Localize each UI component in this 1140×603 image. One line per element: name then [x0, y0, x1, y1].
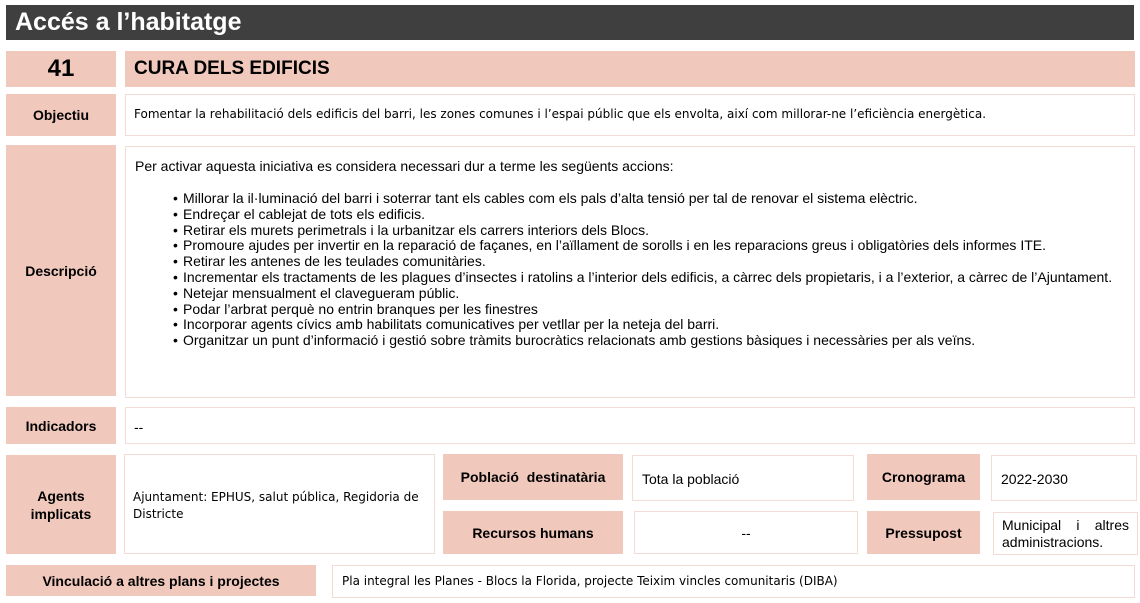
list-item: • Endreçar el cablejat de tots els edificis.: [173, 207, 1126, 223]
pressupost-label: Pressupost: [867, 511, 980, 554]
objectiu-text: Fomentar la rehabilitació dels edificis del barri, les zones comunes i l’espai públic que els envolta, així com millorar-ne l’eficiència energètica.: [125, 94, 1135, 136]
list-item: • Podar l’arbrat perquè no entrin branques per les finestres: [173, 302, 1126, 318]
list-item: • Promoure ajudes per invertir en la reparació de façanes, en l’aïllament de sorolls i en les reparacions greus i obligatòries dels informes ITE.: [173, 238, 1126, 254]
cronograma-value: 2022-2030: [991, 455, 1137, 501]
list-item: • Retirar els murets perimetrals i la urbanitzar els carrers interiors dels Blocs.: [173, 223, 1126, 239]
cronograma-label: Cronograma: [867, 454, 980, 500]
list-item: • Incrementar els tractaments de les plagues d’insectes i ratolins a l’interior dels edificis, a càrrec dels propietaris, i a l’exterior, a càrrec de l’Ajuntament.: [173, 270, 1126, 286]
recursos-value: --: [634, 511, 858, 554]
list-item: • Netejar mensualment el clavegueram públic.: [173, 286, 1126, 302]
poblacio-label: Població destinatària: [443, 454, 623, 500]
sheet-title: CURA DELS EDIFICIS: [125, 51, 1135, 87]
list-item: • Millorar la il·luminació del barri i soterrar tant els cables com els pals d’alta tensió per tal de renovar el sistema elèctric.: [173, 191, 1126, 207]
list-item: • Incorporar agents cívics amb habilitats comunicatives per vetllar per la neteja del barri.: [173, 317, 1126, 333]
vinculacio-value: Pla integral les Planes - Blocs la Florida, projecte Teixim vincles comunitaris (DIBA): [332, 565, 1135, 598]
list-item: • Retirar les antenes de les teulades comunitàries.: [173, 254, 1126, 270]
agents-label: Agents implicats: [6, 455, 116, 554]
agents-value: Ajuntament: EPHUS, salut pública, Regidoria de Districte: [124, 454, 435, 554]
objectiu-label: Objectiu: [6, 94, 116, 136]
descripcio-intro: Per activar aquesta iniciativa es considera necessari dur a terme les següents accions:: [135, 158, 674, 174]
page-header: Accés a l’habitatge: [6, 5, 1134, 40]
descripcio-label: Descripció: [6, 145, 116, 396]
list-item: • Organitzar un punt d’informació i gestió sobre tràmits burocràtics relacionats amb gestions bàsiques i necessàries per als veïns.: [173, 333, 1126, 349]
recursos-label: Recursos humans: [443, 511, 623, 554]
descripcio-list: [135, 191, 1126, 349]
indicadors-label: Indicadors: [6, 407, 116, 444]
descripcio-box: [125, 146, 1135, 398]
sheet-number: 41: [6, 51, 116, 87]
vinculacio-label: Vinculació a altres plans i projectes: [6, 565, 316, 596]
pressupost-value: Municipal i altres administracions.: [993, 512, 1138, 555]
poblacio-value: Tota la població: [632, 455, 854, 501]
indicadors-value: --: [125, 407, 1135, 444]
